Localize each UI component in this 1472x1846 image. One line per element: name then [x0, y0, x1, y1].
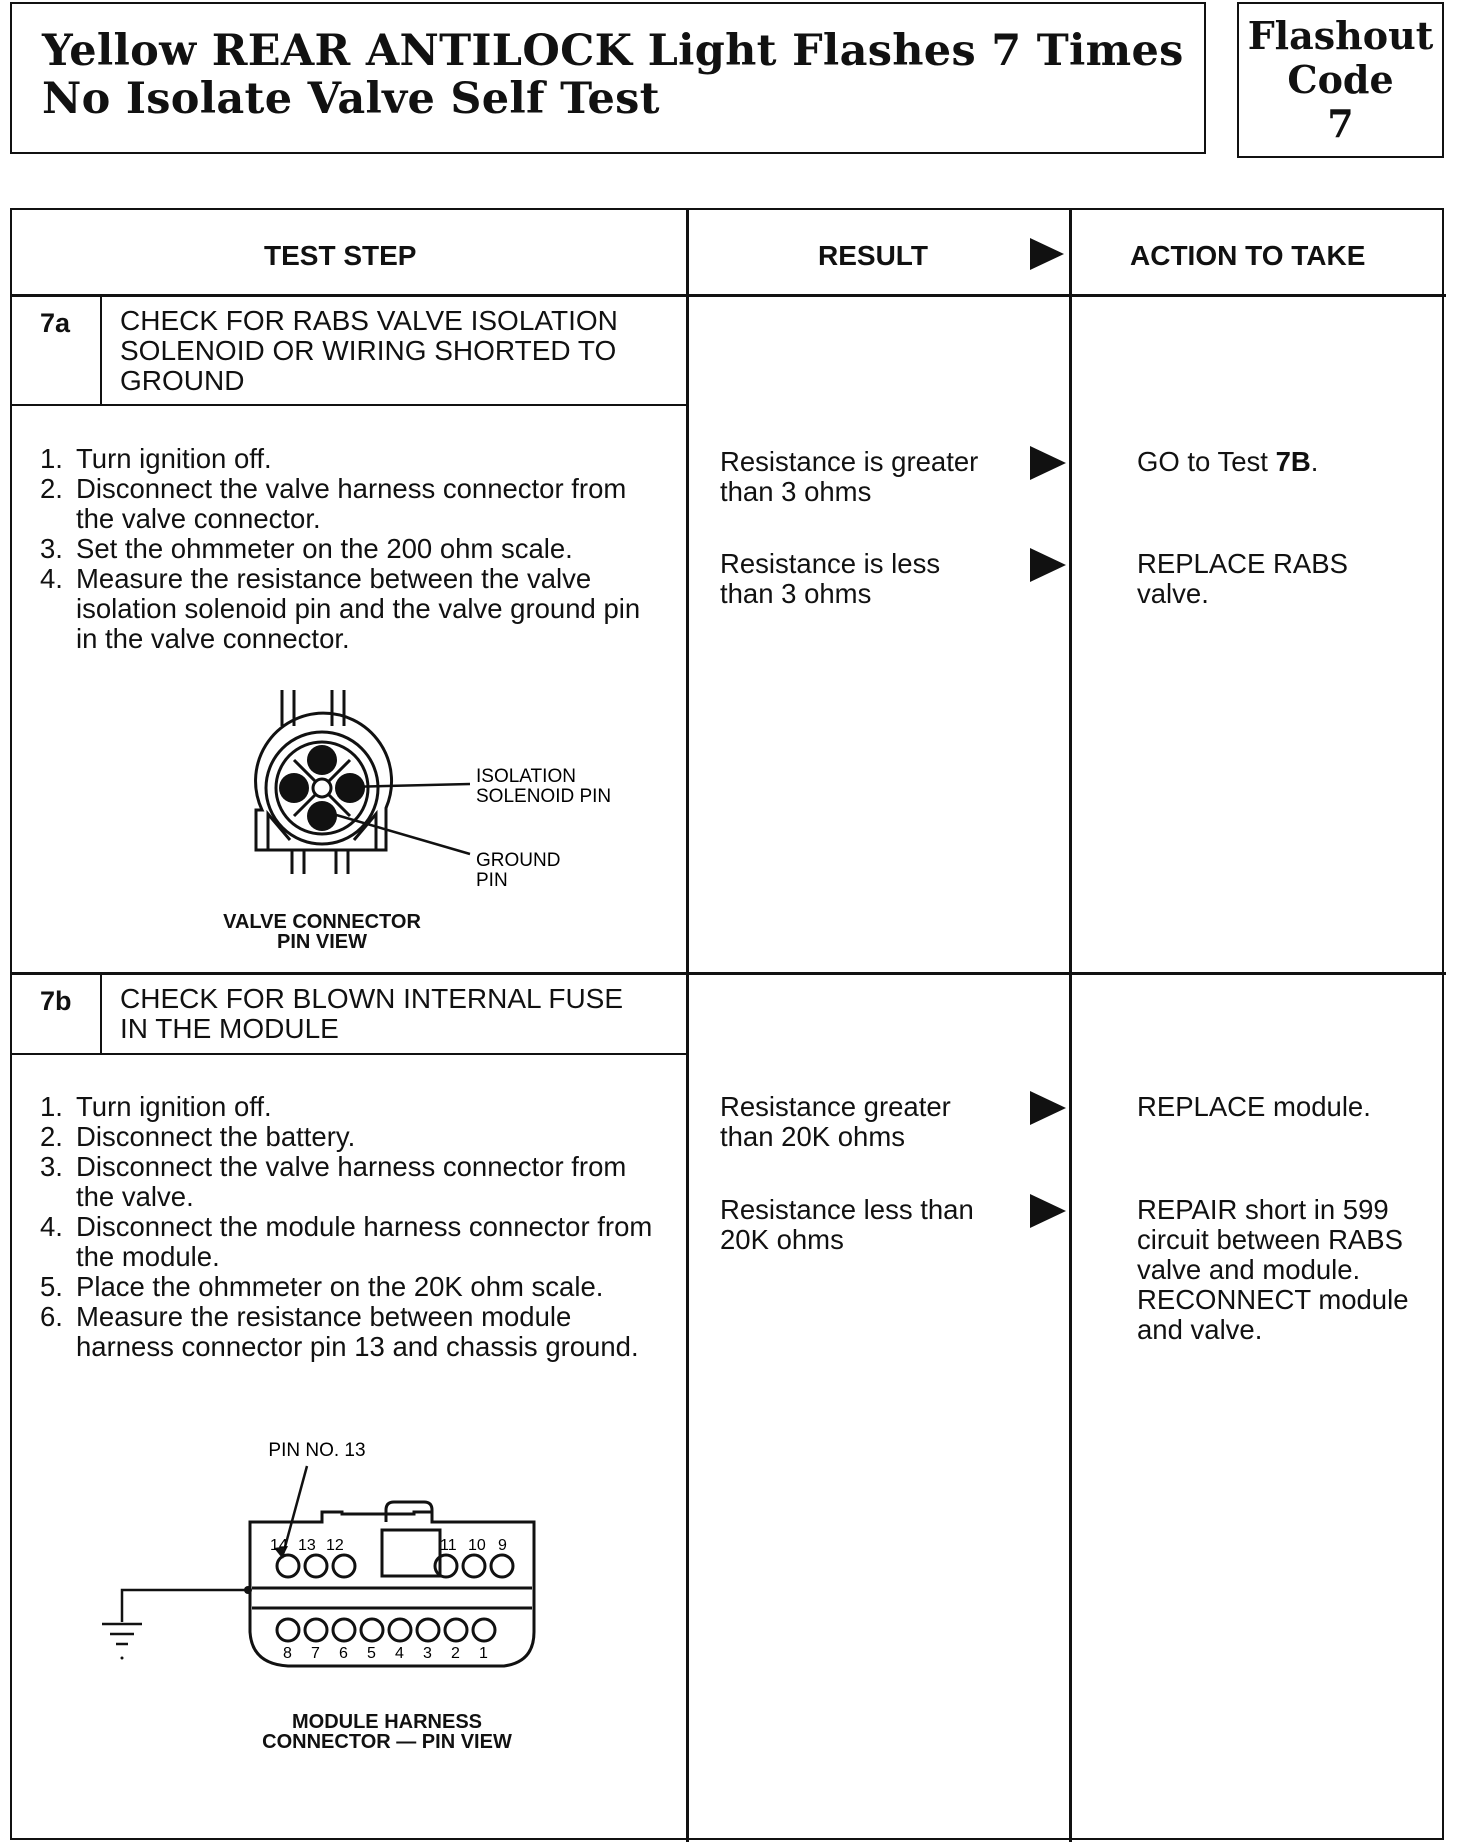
step-divider: [12, 972, 1446, 975]
label-ground-pin: PIN: [476, 870, 508, 891]
header-result: RESULT: [818, 240, 928, 271]
pin-number: 10: [468, 1537, 486, 1554]
arrow-right-icon: [1030, 548, 1066, 582]
code-label: Code: [1287, 57, 1394, 102]
step-title-divider: [12, 404, 686, 406]
flashout-label: Flashout: [1247, 13, 1434, 58]
procedure-step: 2. Disconnect the battery.: [40, 1121, 356, 1152]
procedure-step: 4. Disconnect the module harness connector from the module.: [40, 1211, 653, 1272]
arrow-right-icon: [1030, 446, 1066, 480]
pin-number: 4: [395, 1645, 404, 1662]
pin-number: 9: [498, 1537, 507, 1554]
pin-number: 1: [479, 1645, 488, 1662]
module-harness-connector-diagram: [102, 1442, 602, 1722]
page-title: Yellow REAR ANTILOCK Light Flashes 7 Times: [42, 26, 1184, 76]
label-solenoid-pin: SOLENOID PIN: [476, 786, 612, 807]
title-box: [10, 2, 1206, 154]
pin-number: 7: [311, 1645, 320, 1662]
procedure-step: 4. Measure the resistance between the valve isolation solenoid pin and the valve ground pin in the valve connector.: [40, 563, 641, 654]
label-isolation: ISOLATION: [476, 766, 576, 787]
action-7b-1: REPLACE module.: [1137, 1091, 1371, 1122]
module-connector-caption: MODULE HARNESS CONNECTOR — PIN VIEW: [262, 1711, 512, 1753]
diagnostic-table: [10, 208, 1444, 1840]
pin-number: 3: [423, 1645, 432, 1662]
action-7a-2: REPLACE RABS valve.: [1137, 548, 1348, 609]
arrow-right-icon: [1030, 238, 1064, 270]
result-7b-2: Resistance less than 20K ohms: [720, 1194, 974, 1255]
pin-number: 2: [451, 1645, 460, 1662]
code-number: 7: [1327, 101, 1354, 146]
arrow-right-icon: [1030, 1091, 1066, 1125]
header-action: ACTION TO TAKE: [1130, 240, 1366, 271]
procedure-step: 3. Disconnect the valve harness connector from the valve.: [40, 1151, 627, 1212]
result-7b-1: Resistance greater than 20K ohms: [720, 1091, 951, 1152]
procedure-step: 3. Set the ohmmeter on the 200 ohm scale.: [40, 533, 573, 564]
result-7a-2: Resistance is less than 3 ohms: [720, 548, 941, 609]
valve-connector-caption: VALVE CONNECTOR PIN VIEW: [223, 911, 421, 953]
header-test-step: TEST STEP: [264, 240, 417, 271]
procedure-step: 1. Turn ignition off.: [40, 443, 272, 474]
step-number-divider: [100, 296, 102, 404]
label-ground: GROUND: [476, 850, 561, 871]
step-title-7a: CHECK FOR RABS VALVE ISOLATION SOLENOID OR WIRING SHORTED TO GROUND: [120, 305, 618, 396]
step-number-divider: [100, 974, 102, 1053]
pin-number: 14: [270, 1537, 288, 1554]
procedure-step: 1. Turn ignition off.: [40, 1091, 272, 1122]
step-title-7b: CHECK FOR BLOWN INTERNAL FUSE IN THE MODULE: [120, 983, 624, 1044]
step-title-divider: [12, 1053, 686, 1055]
action-7a-1: GO to Test 7B.: [1137, 446, 1319, 477]
procedure-7a: [40, 444, 660, 654]
pin-number: 5: [367, 1645, 376, 1662]
step-number-7a: 7a: [40, 308, 71, 338]
pin-13-label: PIN NO. 13: [268, 1442, 366, 1461]
column-divider: [686, 210, 689, 1842]
flashout-code-box: [1237, 2, 1444, 158]
result-7a-1: Resistance is greater than 3 ohms: [720, 446, 979, 507]
column-divider: [1069, 210, 1072, 1842]
procedure-step: 2. Disconnect the valve harness connector from the valve connector.: [40, 473, 627, 534]
procedure-step: 6. Measure the resistance between module harness connector pin 13 and chassis ground.: [40, 1301, 639, 1362]
valve-connector-diagram: [232, 690, 652, 920]
pin-number: 11: [440, 1537, 457, 1554]
pin-number: 8: [283, 1645, 292, 1662]
page-subtitle: No Isolate Valve Self Test: [42, 74, 660, 124]
pin-number: 12: [326, 1537, 344, 1554]
pin-number: 6: [339, 1645, 348, 1662]
action-7b-2: REPAIR short in 599 circuit between RABS valve and module. RECONNECT module and valve.: [1137, 1194, 1409, 1345]
procedure-step: 5. Place the ohmmeter on the 20K ohm scale.: [40, 1271, 604, 1302]
pin-number: 13: [298, 1537, 316, 1554]
procedure-7b: [40, 1092, 660, 1362]
arrow-right-icon: [1030, 1194, 1066, 1228]
header-divider: [12, 294, 1446, 297]
step-number-7b: 7b: [40, 986, 72, 1016]
